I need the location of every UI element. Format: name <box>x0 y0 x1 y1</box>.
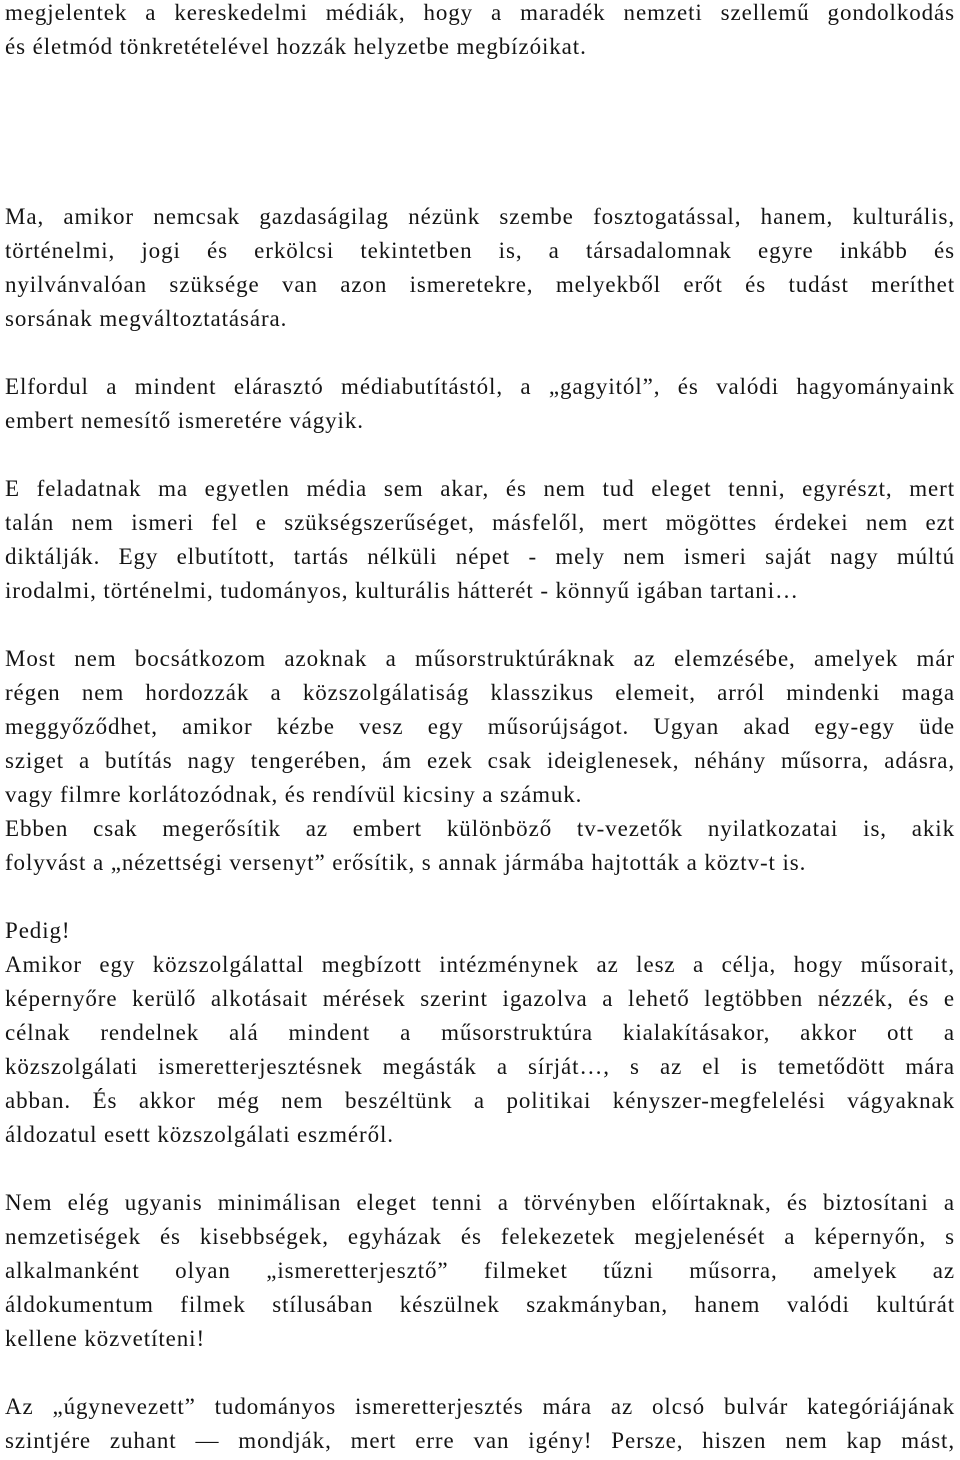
text-line: E feladatnak ma egyetlen média sem akar, és nem tud eleget tenni, egyrészt, mert <box>5 476 955 501</box>
text-line: meggyőződhet, amikor kézbe vesz egy műsorújságot. Ugyan akad egy-egy üde <box>5 714 955 739</box>
text-line: nyilvánvalóan szüksége van azon ismeretekre, melyekből erőt és tudást meríthet <box>5 272 955 297</box>
text-line: Pedig! <box>5 918 71 943</box>
paragraph <box>5 1390 955 1458</box>
text-line: megjelentek a kereskedelmi médiák, hogy a maradék nemzeti szellemű gondolkodás <box>5 0 955 25</box>
text-line: képernyőre kerülő alkotásait mérések szerint igazolva a lehető legtöbben nézzék, és e <box>5 986 955 1011</box>
paragraph <box>5 642 955 812</box>
text-line: Amikor egy közszolgálattal megbízott intézménynek az lesz a célja, hogy műsorait, <box>5 952 955 977</box>
paragraph <box>5 812 955 880</box>
text-line: Elfordul a mindent elárasztó médiabutítástól, a „gagyitól”, és valódi hagyományaink <box>5 374 955 399</box>
text-line: talán nem ismeri fel e szükségszerűséget, másfelől, mert mögöttes érdekei nem ezt <box>5 510 955 535</box>
text-line: áldokumentum filmek stílusában készülnek szakmányban, hanem valódi kultúrát <box>5 1292 955 1317</box>
paragraph <box>5 472 955 608</box>
text-line: Nem elég ugyanis minimálisan eleget tenni a törvényben előírtaknak, és biztosítani a <box>5 1190 955 1215</box>
text-line: célnak rendelnek alá mindent a műsorstruktúra kialakításakor, akkor ott a <box>5 1020 955 1045</box>
text-line: sorsának megváltoztatására. <box>5 306 288 331</box>
text-line: alkalmanként olyan „ismeretterjesztő” filmeket tűzni műsorra, amelyek az <box>5 1258 955 1283</box>
text-line: Az „úgynevezett” tudományos ismeretterjesztés mára az olcsó bulvár kategóriájának <box>5 1394 955 1419</box>
paragraph <box>5 0 955 64</box>
text-line: Ebben csak megerősítik az embert különböző tv-vezetők nyilatkozatai is, akik <box>5 816 955 841</box>
document-page <box>5 0 955 1458</box>
text-line: vagy filmre korlátozódnak, és rendívül kicsiny a számuk. <box>5 782 583 807</box>
text-line: történelmi, jogi és erkölcsi tekintetben is, a társadalomnak egyre inkább és <box>5 238 955 263</box>
text-line: embert nemesítő ismeretére vágyik. <box>5 408 364 433</box>
paragraph <box>5 914 955 948</box>
paragraph <box>5 948 955 1152</box>
text-line: abban. És akkor még nem beszéltünk a politikai kényszer-megfelelési vágyaknak <box>5 1088 955 1113</box>
text-line: folyvást a „nézettségi versenyt” erősítik, s annak jármába hajtották a köztv-t is. <box>5 850 807 875</box>
text-line: nemzetiségek és kisebbségek, egyházak és felekezetek megjelenését a képernyőn, s <box>5 1224 955 1249</box>
text-line: régen nem hordozzák a közszolgálatiság klasszikus elemeit, arról mindenki maga <box>5 680 955 705</box>
text-line: közszolgálati ismeretterjesztésnek megásták a sírját…, s az el is temetődött mára <box>5 1054 955 1079</box>
text-line: kellene közvetíteni! <box>5 1326 206 1351</box>
paragraph <box>5 1186 955 1356</box>
text-line: Most nem bocsátkozom azoknak a műsorstruktúráknak az elemzésébe, amelyek már <box>5 646 955 671</box>
text-line: diktálják. Egy elbutított, tartás nélküli népet - mely nem ismeri saját nagy múltú <box>5 544 955 569</box>
text-line: szintjére zuhant — mondják, mert erre van igény! Persze, hiszen nem kap mást, <box>5 1428 955 1453</box>
paragraph <box>5 370 955 438</box>
paragraph <box>5 200 955 336</box>
text-line: és életmód tönkretételével hozzák helyzetbe megbízóikat. <box>5 34 587 59</box>
text-line: Ma, amikor nemcsak gazdaságilag nézünk szembe fosztogatással, hanem, kulturális, <box>5 204 955 229</box>
text-line: áldozatul esett közszolgálati eszméről. <box>5 1122 394 1147</box>
text-line: irodalmi, történelmi, tudományos, kulturális hátterét - könnyű igában tartani… <box>5 578 799 603</box>
text-line: sziget a butítás nagy tengerében, ám ezek csak ideiglenesek, néhány műsorra, adásra, <box>5 748 955 773</box>
